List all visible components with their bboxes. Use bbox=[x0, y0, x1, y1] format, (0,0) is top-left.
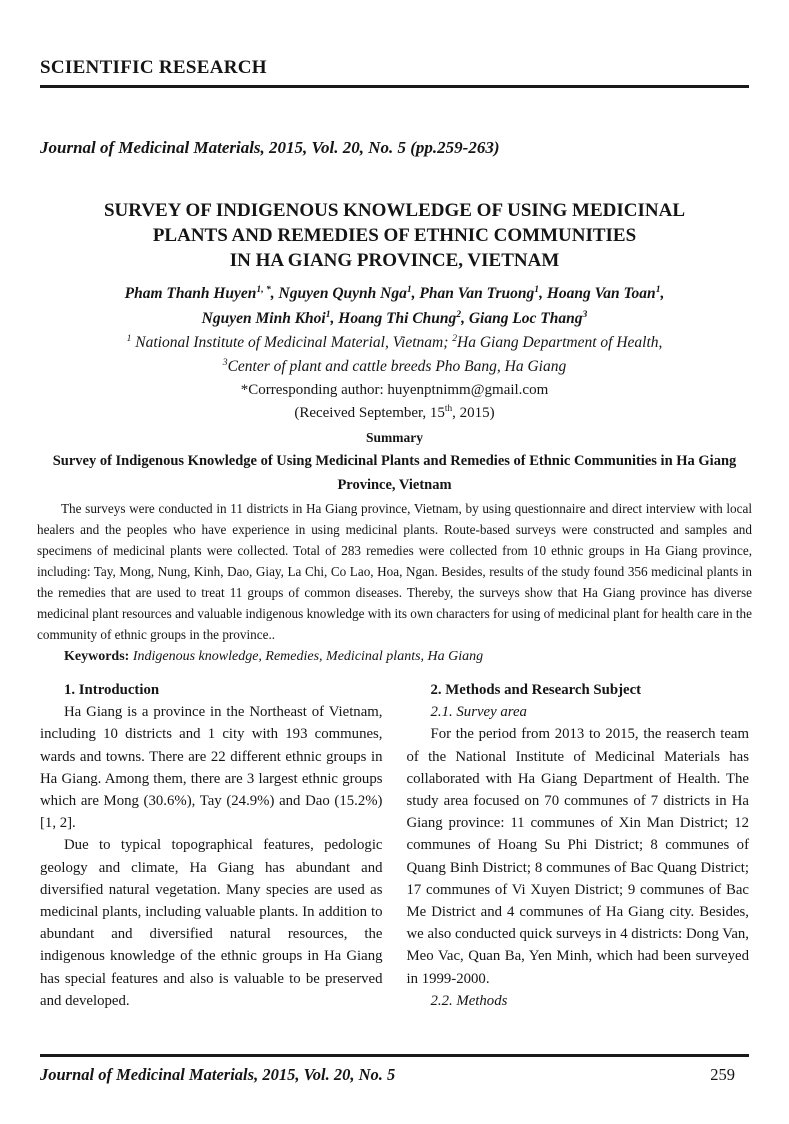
affiliations-block bbox=[40, 331, 749, 379]
page-footer bbox=[40, 1054, 749, 1124]
author-affiliation-mark: 1 bbox=[655, 283, 661, 295]
summary-label: Summary bbox=[366, 430, 423, 445]
title-line-3: IN HA GIANG PROVINCE, VIETNAM bbox=[229, 250, 560, 271]
authors-block bbox=[40, 281, 749, 331]
journal-citation: Journal of Medicinal Materials, 2015, Vol. 20, No. 5 (pp.259-263) bbox=[40, 138, 500, 157]
authors-line-2 bbox=[40, 306, 749, 331]
affiliation-mark: 2 bbox=[452, 332, 458, 344]
author-affiliation-mark: 1, * bbox=[256, 283, 271, 295]
title-line-2: PLANTS AND REMEDIES OF ETHNIC COMMUNITIES bbox=[152, 225, 637, 246]
author-name: Pham Thanh Huyen bbox=[124, 285, 257, 302]
summary-title-line-1: Survey of Indigenous Knowledge of Using Medicinal Plants and Remedies of Ethnic Communities in Ha Giang bbox=[52, 453, 737, 469]
author-name: Nguyen Minh Khoi bbox=[201, 310, 326, 327]
author-affiliation-mark: 1 bbox=[325, 308, 331, 320]
keywords-value: Indigenous knowledge, Remedies, Medicinal plants, Ha Giang bbox=[129, 649, 484, 664]
summary-title bbox=[40, 449, 749, 497]
received-date-ordinal: th bbox=[444, 404, 453, 414]
masthead bbox=[40, 0, 749, 88]
footer-page-number: 259 bbox=[710, 1065, 735, 1084]
author-name: , Phan Van Truong bbox=[411, 285, 535, 302]
keywords-label: Keywords: bbox=[64, 649, 130, 664]
column-right bbox=[407, 679, 750, 1012]
introduction-paragraph-1: Ha Giang is a province in the Northeast of Vietnam, including 10 districts and 1 city with 193 communes, wards and towns. There are 22 different ethnic groups in Ha Giang. Among them, there are 3 largest ethnic groups which are Mong (30.6%), Tay (24.9%) and Dao (15.2%) [1, 2]. bbox=[40, 704, 383, 832]
author-affiliation-mark: 3 bbox=[582, 308, 588, 320]
column-left bbox=[40, 679, 383, 1012]
section-label: SCIENTIFIC RESEARCH bbox=[40, 57, 267, 78]
section-heading-introduction: 1. Introduction bbox=[64, 682, 160, 698]
footer-journal-citation: Journal of Medicinal Materials, 2015, Vol. 20, No. 5 bbox=[40, 1065, 396, 1084]
affiliation-mark: 1 bbox=[126, 332, 132, 344]
title-line-1: SURVEY OF INDIGENOUS KNOWLEDGE OF USING MEDICINAL bbox=[103, 200, 685, 221]
author-affiliation-mark: 1 bbox=[534, 283, 540, 295]
introduction-paragraph-2: Due to typical topographical features, pedologic geology and climate, Ha Giang has abundant and diversified natural vegetation. Many species are used as medicinal plants, including valuable plants. In addition to abundant and diversified natural resources, the indigenous knowledge of the ethnic groups in Ha Giang has special features and also is valuable to be preserved and developed. bbox=[40, 837, 383, 1009]
author-name: , Hoang Thi Chung bbox=[330, 310, 457, 327]
masthead-rule bbox=[40, 85, 749, 88]
article-title bbox=[40, 198, 749, 273]
received-date-text: (Received September, 15 bbox=[294, 405, 445, 421]
affiliation-mark: 3 bbox=[222, 356, 228, 368]
corresponding-author-line: *Corresponding author: huyenptnimm@gmail.com bbox=[240, 382, 549, 398]
affiliation-text: National Institute of Medicinal Material, Vietnam; bbox=[131, 334, 453, 351]
authors-line-1 bbox=[40, 281, 749, 306]
subsection-heading-methods: 2.2. Methods bbox=[430, 992, 508, 1009]
keywords-line bbox=[40, 646, 749, 667]
received-date-text: , 2015) bbox=[452, 405, 495, 421]
methods-paragraph-1: For the period from 2013 to 2015, the reaserch team of the National Institute of Medicinal Materials has collaborated with Ha Giang Department of Health. The study area focused on 70 communes of 7 districts in Ha Giang province: 11 communes of Xin Man District; 12 communes of Hoang Su Phi District; 8 communes of Quang Binh District; 8 communes of Bac Quang District; 17 communes of Vi Xuyen District; 9 communes of Bac Me District and 4 communes of Ha Giang city. Besides, we also conducted quick surveys in 4 districts: Dong Van, Meo Vac, Quan Ba, Yen Minh, which had been surveyed in 1999-2000. bbox=[406, 726, 749, 987]
section-heading-methods: 2. Methods and Research Subject bbox=[430, 682, 642, 698]
article-body-columns bbox=[40, 679, 749, 1012]
author-name: , Nguyen Quynh Nga bbox=[270, 285, 407, 302]
author-affiliation-mark: 1 bbox=[406, 283, 412, 295]
affiliation-line-2 bbox=[40, 355, 749, 379]
affiliation-text: Center of plant and cattle breeds Pho Bang, Ha Giang bbox=[227, 358, 567, 375]
author-affiliation-mark: 2 bbox=[456, 308, 462, 320]
summary-title-line-2: Province, Vietnam bbox=[337, 477, 452, 493]
summary-body: The surveys were conducted in 11 districts in Ha Giang province, Vietnam, by using questionnaire and direct interview with local healers and the peoples who have experience in using medicinal plants. Route-based surveys were constructed and samples and specimens of medicinal plants were collected. Total of 283 remedies were collected from 10 ethnic groups in Ha Giang province, including: Tay, Mong, Nung, Kinh, Dao, Giay, La Chi, Co Lao, Hoa, Ngan. Besides, results of the study found 356 medicinal plants in the remedies that are used to treat 11 groups of common diseases. Thereby, the surveys show that Ha Giang province has diverse medicinal plant resources and valuable indigenous knowledge with its own characters for using of medicinal plant for health care in the community of ethnic groups in the province.. bbox=[37, 501, 752, 642]
affiliation-text: Ha Giang Department of Health, bbox=[457, 334, 663, 351]
author-name: , Hoang Van Toan bbox=[539, 285, 656, 302]
subsection-heading-survey-area: 2.1. Survey area bbox=[430, 704, 527, 721]
author-name: , Giang Loc Thang bbox=[461, 310, 583, 327]
affiliation-line-1 bbox=[40, 331, 749, 355]
received-date-line bbox=[40, 402, 749, 425]
authors-line-trailing-comma: , bbox=[660, 285, 665, 302]
